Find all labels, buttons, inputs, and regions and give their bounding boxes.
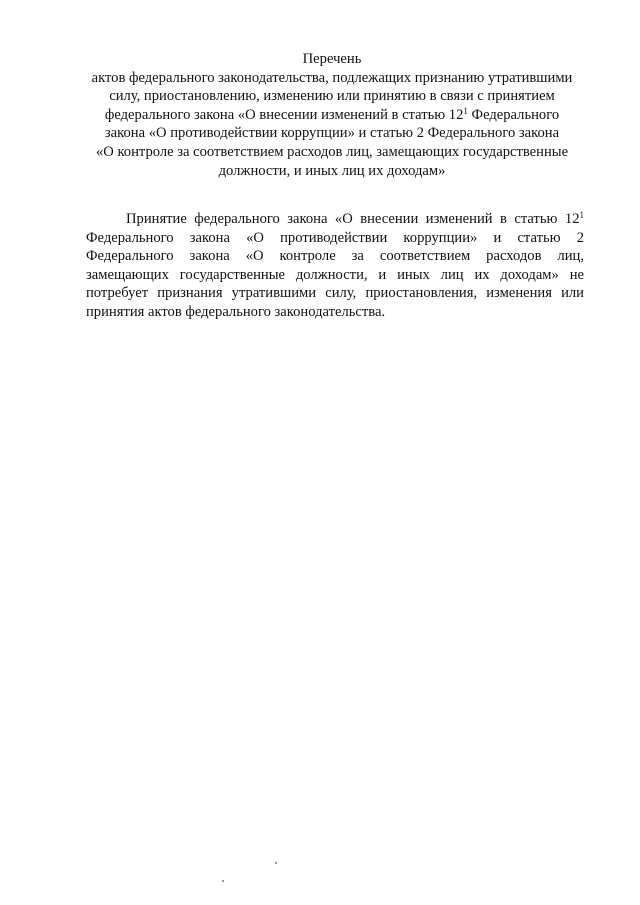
heading-line-3-text: федерального закона «О внесении изменений в статью 12 [104, 106, 464, 123]
heading-line-3-tail: Федерального [467, 106, 560, 123]
body-line-1-text: Принятие федерального закона «О внесении изменений в статью 12 [126, 211, 580, 227]
document-title: Перечень [302, 51, 362, 67]
body-line-4: замещающих государственные должности, и иных лиц их доходам» не [86, 266, 584, 283]
heading-line-5: «О контроле за соответствием расходов лиц, замещающих государственные [95, 143, 569, 160]
heading-line-6: должности, и иных лиц их доходам» [218, 162, 446, 179]
heading-line-4: закона «О противодействии коррупции» и статью 2 Федерального закона [104, 125, 560, 142]
document-heading [78, 50, 586, 180]
body-line-6: принятия актов федерального законодательства. [86, 303, 386, 320]
body-line-1 [86, 210, 584, 229]
body-line-2: Федерального закона «О противодействии коррупции» и статью 2 [86, 229, 584, 246]
heading-line-1: актов федерального законодательства, подлежащих признанию утратившими [91, 69, 573, 86]
heading-line-3-superscript: 1 [463, 105, 468, 116]
heading-line-2: силу, приостановлению, изменению или принятию в связи с принятием [109, 88, 555, 105]
body-paragraph [86, 210, 584, 322]
heading-line-3 [78, 106, 586, 125]
scan-speck [275, 862, 277, 864]
body-line-3: Федерального закона «О контроле за соответствием расходов лиц, [86, 248, 584, 265]
scan-speck [222, 880, 224, 882]
body-line-1-superscript: 1 [579, 210, 584, 220]
body-line-5: потребует признания утратившими силу, приостановления, изменения или [86, 285, 584, 302]
